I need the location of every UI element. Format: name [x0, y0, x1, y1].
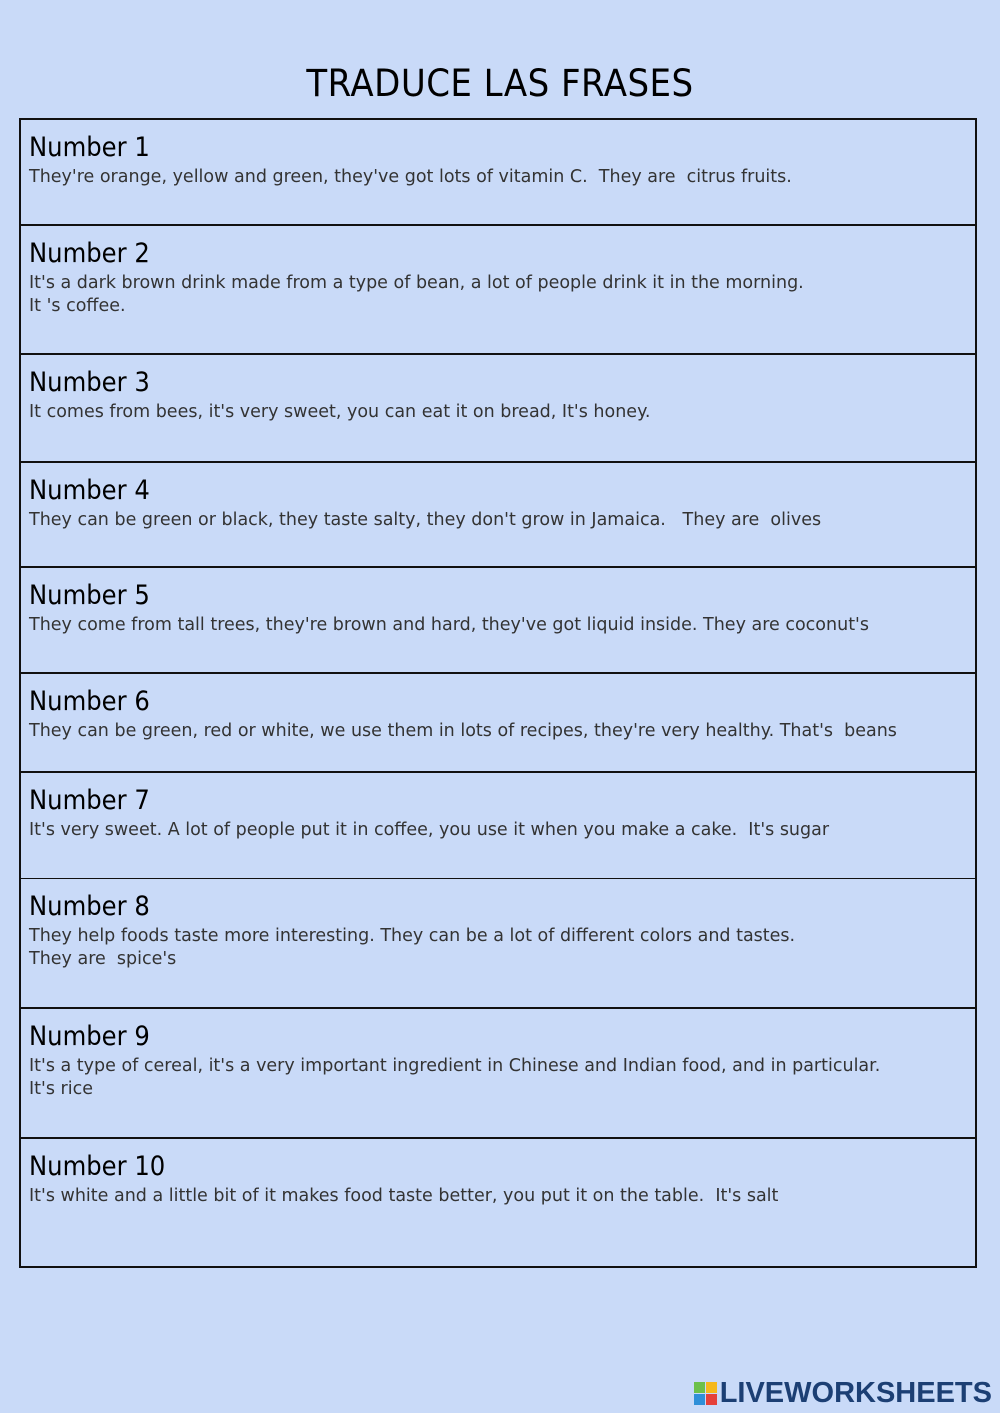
liveworksheets-logo-icon — [694, 1382, 717, 1405]
sentence-row-3 — [21, 355, 975, 463]
sentence-row-7 — [21, 773, 975, 879]
sentence-heading: Number 9 — [29, 1021, 150, 1052]
sentence-heading: Number 10 — [29, 1151, 166, 1182]
sentence-heading: Number 1 — [29, 132, 150, 163]
sentence-text: It's very sweet. A lot of people put it in coffee, you use it when you make a cake. It's sugar — [29, 820, 830, 840]
sentence-heading: Number 6 — [29, 686, 150, 717]
sentence-text: It comes from bees, it's very sweet, you can eat it on bread, It's honey. — [29, 402, 651, 422]
liveworksheets-logo — [694, 1377, 992, 1410]
sentence-text: They can be green, red or white, we use them in lots of recipes, they're very healthy. That's beans — [29, 721, 897, 741]
sentence-heading: Number 7 — [29, 785, 150, 816]
sentence-row-5 — [21, 568, 975, 674]
sentence-row-8 — [21, 879, 975, 1009]
sentence-heading: Number 4 — [29, 475, 150, 506]
sentence-text: They're orange, yellow and green, they've got lots of vitamin C. They are citrus fruits. — [29, 167, 792, 187]
sentence-heading: Number 3 — [29, 367, 150, 398]
sentence-text: They can be green or black, they taste salty, they don't grow in Jamaica. They are olives — [29, 510, 822, 530]
sentence-text: It's a type of cereal, it's a very important ingredient in Chinese and Indian food, and in particular. It's rice — [29, 1056, 881, 1099]
sentence-heading: Number 8 — [29, 891, 150, 922]
sentence-row-4 — [21, 463, 975, 568]
sentence-row-2 — [21, 226, 975, 355]
sentence-row-1 — [21, 120, 975, 226]
sentences-table — [19, 118, 977, 1268]
sentence-heading: Number 2 — [29, 238, 150, 269]
sentence-heading: Number 5 — [29, 580, 150, 611]
sentence-text: It's white and a little bit of it makes food taste better, you put it on the table. It's salt — [29, 1186, 779, 1206]
sentence-row-9 — [21, 1009, 975, 1139]
sentence-row-6 — [21, 674, 975, 773]
sentence-text: They help foods taste more interesting. They can be a lot of different colors and tastes. They are spice's — [29, 926, 796, 969]
page-title: TRADUCE LAS FRASES — [306, 62, 694, 105]
logo-text: LIVEWORKSHEETS — [719, 1377, 992, 1409]
sentence-text: They come from tall trees, they're brown and hard, they've got liquid inside. They are coconut's — [29, 615, 869, 635]
sentence-text: It's a dark brown drink made from a type of bean, a lot of people drink it in the morning. It 's coffee. — [29, 273, 804, 316]
sentence-row-10 — [21, 1139, 975, 1268]
